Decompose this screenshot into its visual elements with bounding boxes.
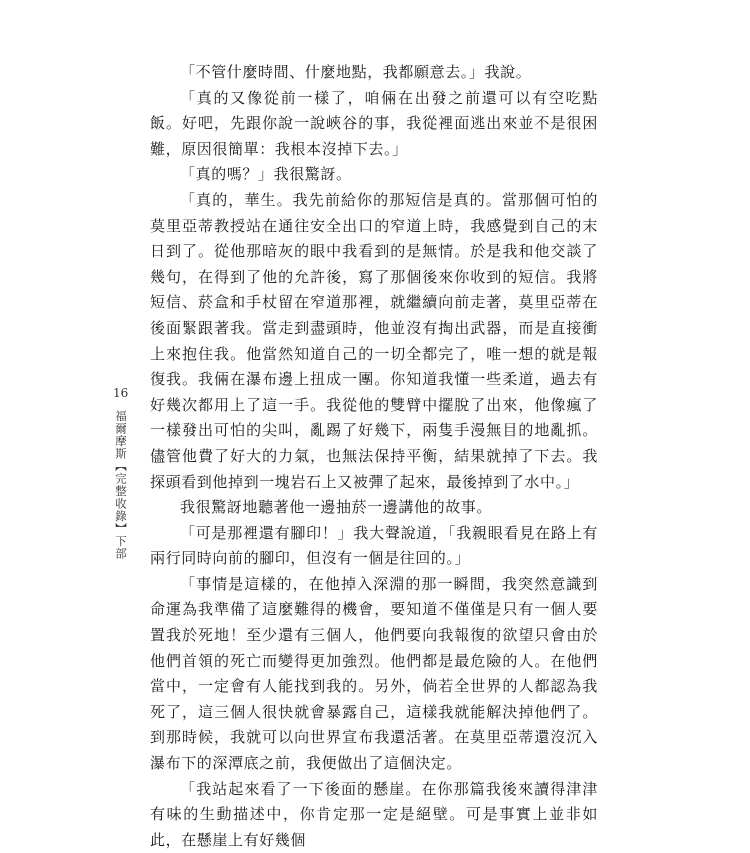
body-text [150,60,598,853]
paragraph: 「事情是這樣的，在他掉入深淵的那一瞬間，我突然意識到命運為我準備了這麼難得的機會，要知道不僅僅是只有一個人要置我於死地！至少還有三個人，他們要向我報復的欲望只會由於他們首領的死亡而變得更加強烈。他們都是最危險的人。在他們當中，一定會有人能找到我的。另外，倘若全世界的人都認為我死了，這三個人很快就會暴露自己，這樣我就能解決掉他們了。到那時候，我就可以向世界宣布我還活著。在莫里亞蒂還沒沉入瀑布下的深潭底之前，我便做出了這個決定。 [150,574,598,773]
paragraph: 「不管什麼時間、什麼地點，我都願意去。」我說。 [180,63,532,81]
paragraph: 「我站起來看了一下後面的懸崖。在你那篇我後來讀得津津有味的生動描述中，你肯定那一定是絕壁。可是事實上並非如此，在懸崖上有好幾個 [150,779,598,849]
paragraph: 「真的嗎？」我很驚訝。 [180,165,352,184]
paragraph: 「可是那裡還有腳印！」我大聲說道，「我親眼看見在路上有兩行同時向前的腳印，但沒有一個是往回的。」 [150,523,598,568]
page-number: 16 [113,386,129,400]
paragraph: 「真的，華生。我先前給你的那短信是真的。當那個可怕的莫里亞蒂教授站在通往安全出口的窄道上時，我感覺到自己的末日到了。從他那暗灰的眼中我看到的是無情。於是我和他交談了幾句，在得到了他的允許後，寫了那個後來你收到的短信。我將短信、菸盒和手杖留在窄道那裡，就繼續向前走著，莫里亞蒂在後面緊跟著我。當走到盡頭時，他並沒有掏出武器，而是直接衝上來抱住我。他當然知道自己的一切全都完了，唯一想的就是報復我。我倆在瀑布邊上扭成一團。你知道我懂一些柔道，過去有好幾次都用上了這一手。我從他的雙臂中擺脫了出來，他像瘋了一樣發出可怕的尖叫，亂踢了好幾下，兩隻手漫無目的地亂抓。儘管他費了好大的力氣，也無法保持平衡，結果就掉了下去。我探頭看到他掉到一塊岩石上又被彈了起來，最後掉到了水中。」 [150,190,598,491]
paragraph: 「真的又像從前一樣了，咱倆在出發之前還可以有空吃點飯。好吧，先跟你說一說峽谷的事，我從裡面逃出來並不是很困難，原因很簡單：我根本沒掉下去。」 [150,88,598,158]
running-head: 福爾摩斯【完整收錄】下部 [114,410,128,560]
paragraph: 我很驚訝地聽著他一邊抽菸一邊講他的故事。 [180,498,493,517]
